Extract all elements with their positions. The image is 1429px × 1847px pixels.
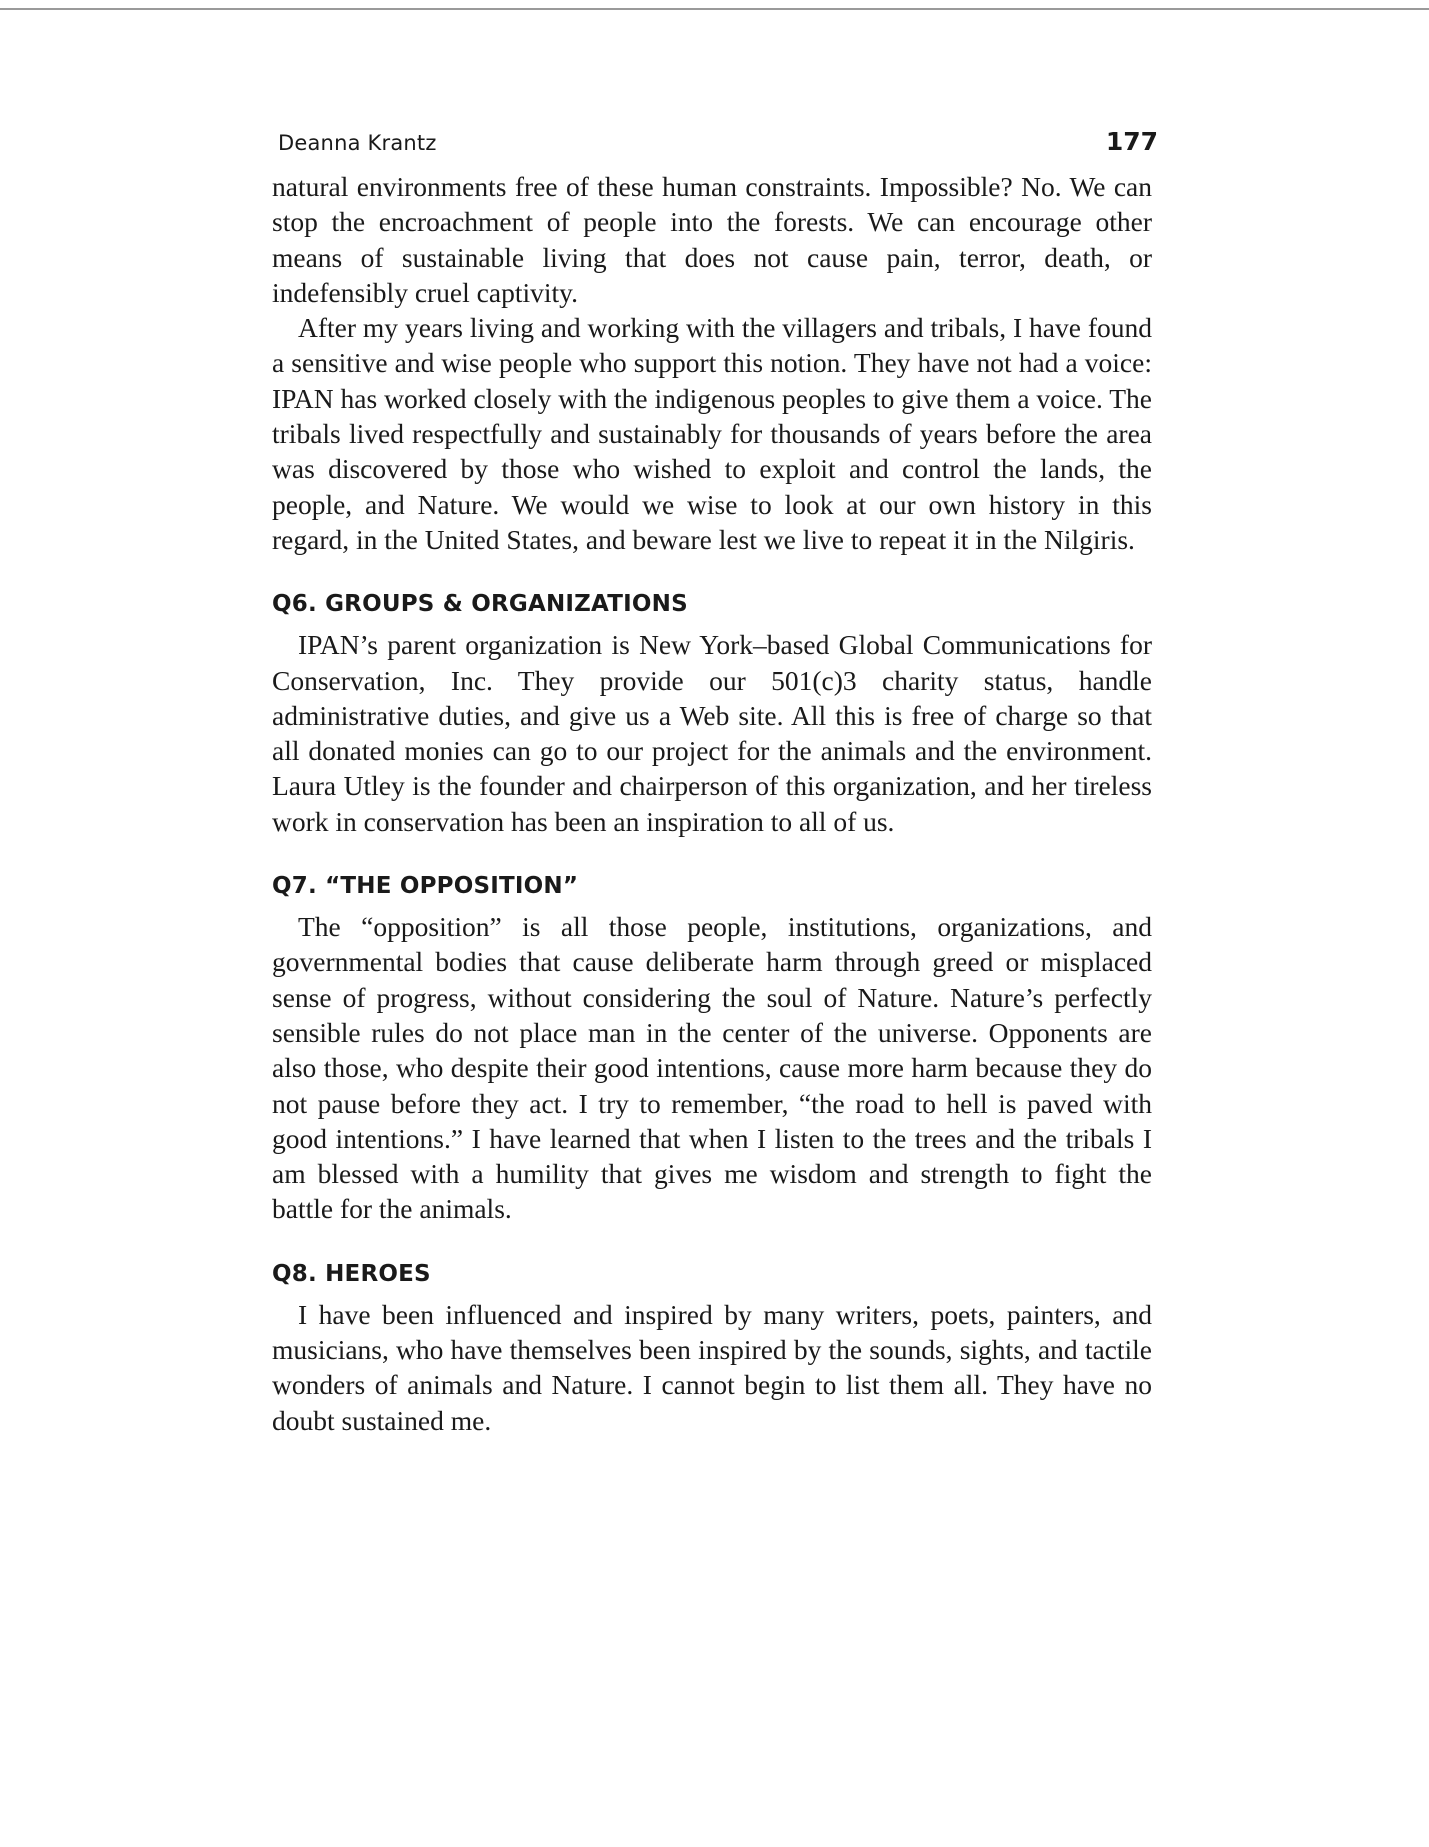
running-head-author: Deanna Krantz xyxy=(278,131,437,155)
scan-edge-line xyxy=(0,8,1429,10)
section-text-q8: I have been influenced and inspired by many writers, poets, painters, and musicians, who have themselves been inspired by the sounds, sights, and tactile wonders of animals and Nature. I cannot begin to list them all. They have no doubt sustained me. xyxy=(272,1298,1152,1436)
running-head xyxy=(272,125,1158,165)
paragraph-villagers: After my years living and working with the villagers and tribals, I have found a sensitive and wise people who support this notion. They have not had a voice: IPAN has worked closely with the indigenous peoples to give them a voice. The tribals lived respectfully and sustainably for thousands of years before the area was discovered by those who wished to exploit and control the lands, the people, and Nature. We would we wise to look at our own history in this regard, in the United States, and beware lest we live to repeat it in the Nilgiris. xyxy=(272,312,1152,555)
section-text-q6: IPAN’s parent organization is New York–based Global Communications for Conservation, Inc. They provide our 501(c)3 charity status, handle administrative duties, and give us a Web site. All this is free of charge so that all donated monies can go to our project for the animals and the environment. Laura Utley is the founder and chairperson of this organization, and her tireless work in conservation has been an inspiration to all of us. xyxy=(272,629,1152,837)
book-page xyxy=(272,125,1158,1438)
section-heading-q7: Q7. “THE OPPOSITION” xyxy=(272,873,579,900)
section-text-q7: The “opposition” is all those people, institutions, organizations, and governmental bodies that cause deliberate harm through greed or misplaced sense of progress, without considering the soul of Nature. Nature’s perfectly sensible rules do not place man in the center of the universe. Opponents are also those, who despite their good intentions, cause more harm because they do not pause before they act. I try to remember, “the road to hell is paved with good intentions.” I have learned that when I listen to the trees and the tribals I am blessed with a humility that gives me wisdom and strength to fight the battle for the animals. xyxy=(272,911,1152,1225)
page-number: 177 xyxy=(1105,127,1158,156)
section-heading-q8: Q8. HEROES xyxy=(272,1260,431,1287)
paragraph-continued: natural environments free of these human constraints. Impossible? No. We can stop the encroachment of people into the forests. We can encourage other means of sustainable living that does not cause pain, terror, death, or indefensibly cruel captivity. xyxy=(272,171,1152,308)
section-heading-q6: Q6. GROUPS & ORGANIZATIONS xyxy=(272,591,688,618)
